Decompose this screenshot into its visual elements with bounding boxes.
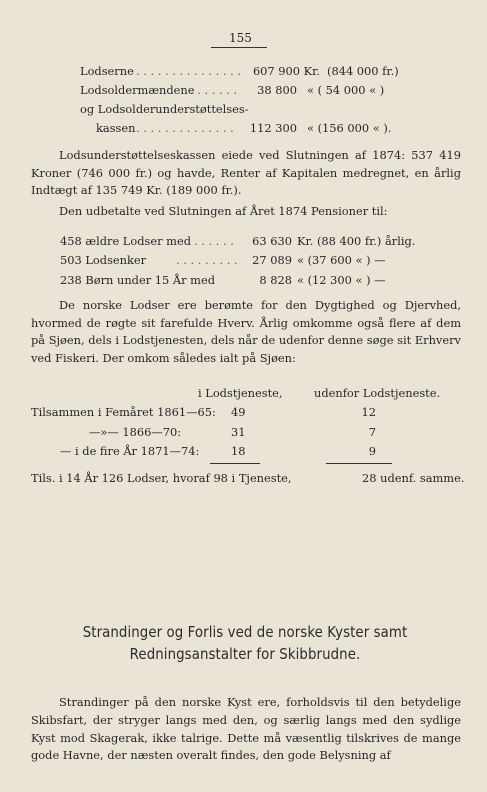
- total-rule: [210, 463, 260, 464]
- paragraph-strandings: Strandinger på den norske Kyst ere, forholdsvis til den betydelige Skibsfart, der stryger langs med den, og særlig langs med den sydlige Kyst mod Skagerak, ikke talrige. Dette må væsentlig tilskrives de mange gode Havne, der næsten overalt findes, den gode Belysning af: [31, 695, 461, 763]
- deaths-row-in: 49: [231, 405, 246, 419]
- pension-label: 458 ældre Lodser med: [60, 234, 192, 248]
- paragraph-fund: Lodsunderstøttelseskassen eiede ved Slutningen af 1874: 537 419 Kroner (746 000 fr.) og havde, Renter af Kapitalen medregnet, en årlig Indtægt af 135 749 Kr. (189 000 fr.).: [31, 148, 461, 198]
- section-heading-line1: Strandinger og Forlis ved de norske Kyster samt: [82, 623, 408, 641]
- deaths-row-label: Tilsammen i Femåret 1861—65:: [31, 405, 216, 419]
- deaths-row-label: —»— 1866—70:: [89, 425, 182, 439]
- pension-label: 503 Lodsenker: [60, 253, 147, 267]
- paragraph-pilots: De norske Lodser ere berømte for den Dygtighed og Djervhed, hvormed de røgte sit farefulde Hverv. Årlig omkomme også flere af dem på Sjøen, dels i Lodstjenesten, dels når de udenfor denne søge sit Erhverv ved Fiskeri. Der omkom således ialt på Sjøen:: [31, 298, 461, 365]
- page-number: 155: [229, 31, 252, 45]
- deaths-total-left: Tils. i 14 År 126 Lodser, hvoraf 98 i Tjeneste,: [31, 471, 292, 485]
- dot-leader: . . . . . . . . . . . . . .: [136, 121, 234, 135]
- top-table-row-paren: (844 000 fr.): [327, 64, 399, 78]
- deaths-row-out: 12: [361, 405, 376, 419]
- page-number-rule: [211, 47, 267, 48]
- dot-leader: . . . . . . . . .: [176, 253, 238, 267]
- deaths-total-right: 28 udenf. samme.: [362, 471, 465, 485]
- deaths-row-out: 7: [368, 425, 376, 439]
- pension-label: 238 Børn under 15 År med: [60, 273, 216, 287]
- pension-amount: 63 630: [252, 234, 292, 248]
- deaths-header-outside: udenfor Lodstjeneste.: [314, 386, 441, 400]
- deaths-row-label: — i de fire År 1871—74:: [60, 444, 200, 458]
- top-table-row-paren: « ( 54 000 « ): [307, 83, 385, 97]
- pension-rest: « (12 300 « ) —: [297, 273, 386, 287]
- top-table-row-amount: 112 300: [249, 121, 297, 135]
- top-table-row-paren: « (156 000 « ).: [307, 121, 392, 135]
- pension-rest: Kr. (88 400 fr.) årlig.: [297, 234, 416, 248]
- top-table-row-name: og Lodsolderunderstøttelses-: [80, 102, 249, 116]
- deaths-row-in: 31: [231, 425, 246, 439]
- dot-leader: . . . . . . .: [190, 83, 238, 97]
- deaths-row-in: 18: [231, 444, 246, 458]
- dot-leader: . . . . . . . . . . . . . . .: [136, 64, 242, 78]
- pension-amount: 8 828: [259, 273, 292, 287]
- paragraph-pensions-intro: Den udbetalte ved Slutningen af Året 1874 Pensioner til:: [59, 204, 388, 218]
- top-table-row-amount: 38 800: [257, 83, 297, 97]
- pension-rest: « (37 600 « ) —: [297, 253, 386, 267]
- top-table-row-name: Lodserne: [80, 64, 134, 78]
- deaths-row-out: 9: [368, 444, 376, 458]
- deaths-header-in-service: i Lodstjeneste,: [198, 386, 283, 400]
- top-table-row-name: Lodsoldermændene: [80, 83, 195, 97]
- top-table-row-amount: 607 900 Kr.: [252, 64, 320, 78]
- dot-leader: . . . . . .: [194, 234, 234, 248]
- section-heading-line2: Redningsanstalter for Skibbrudne.: [129, 645, 361, 663]
- top-table-row-name: kassen: [96, 121, 136, 135]
- total-rule: [326, 463, 392, 464]
- pension-amount: 27 089: [252, 253, 292, 267]
